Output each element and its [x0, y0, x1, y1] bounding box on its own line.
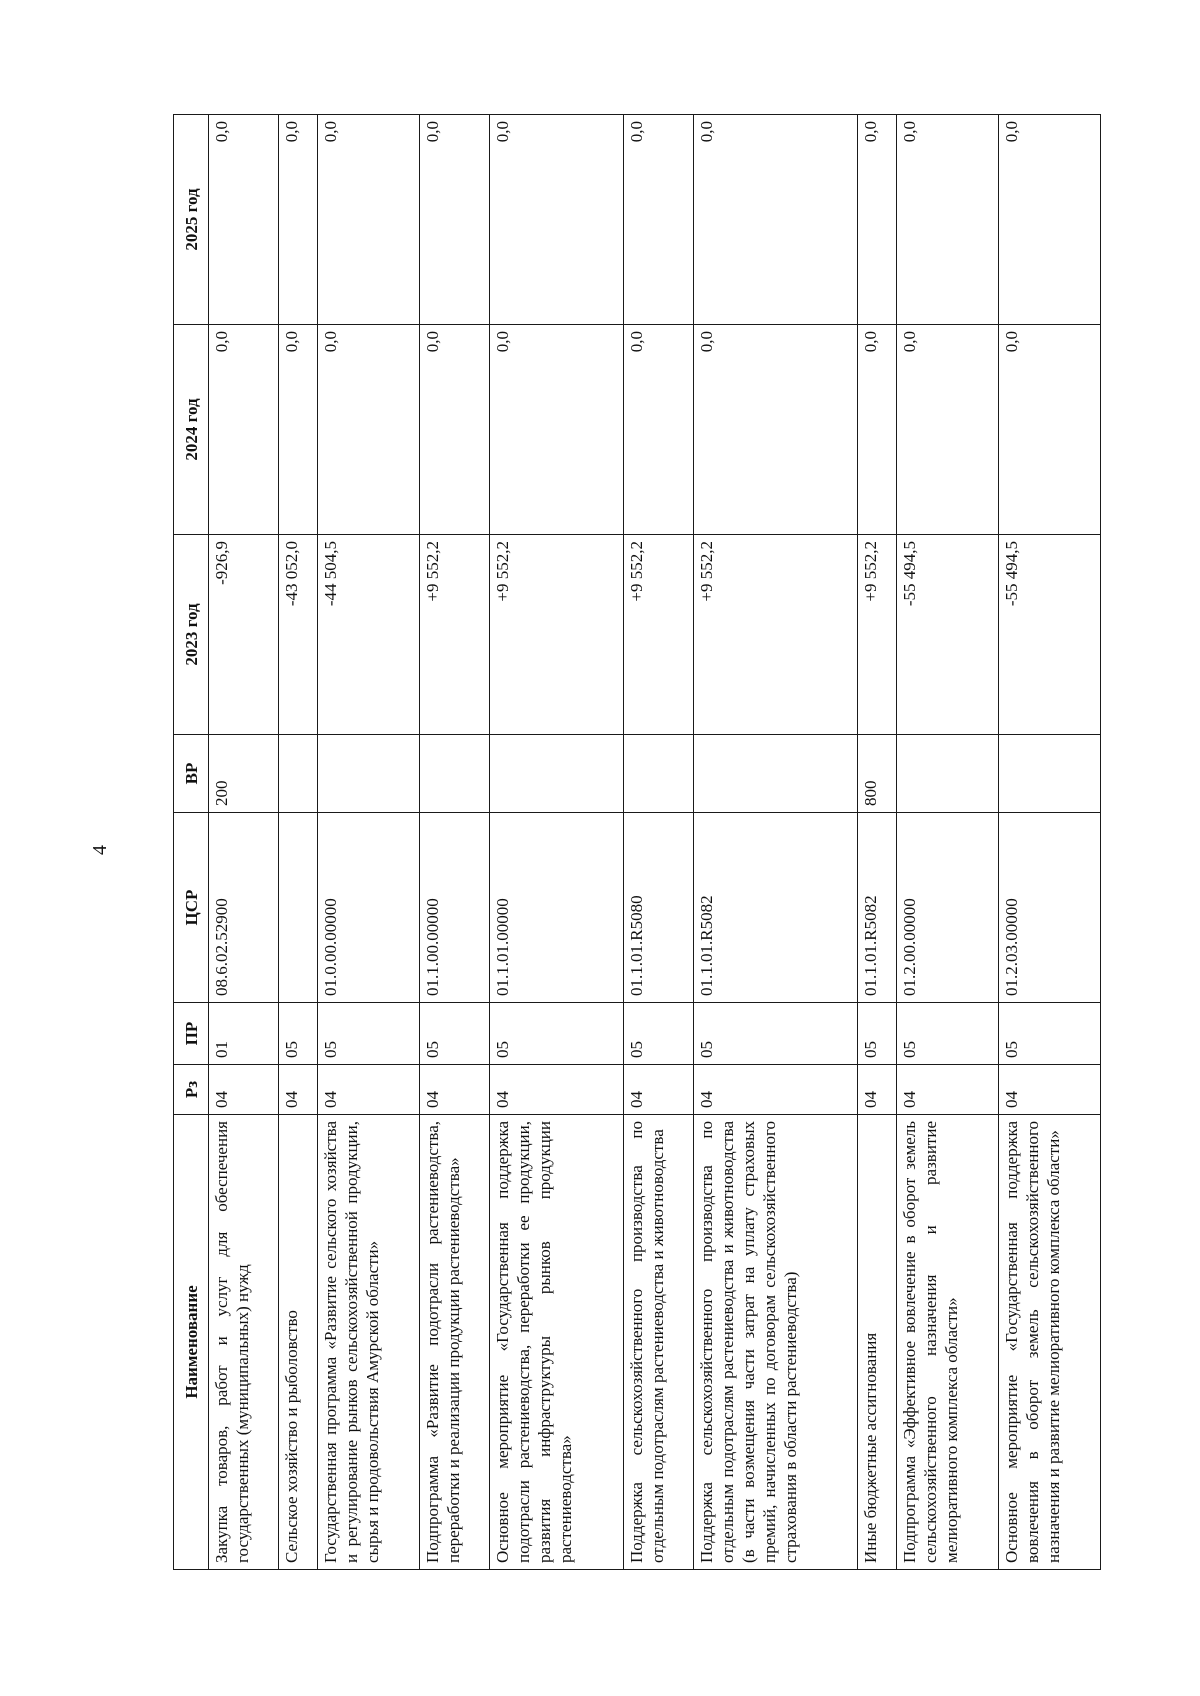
row-vr	[490, 735, 623, 813]
row-csr	[279, 813, 318, 1003]
row-2024: 0,0	[999, 325, 1101, 535]
row-2023: -55 494,5	[999, 535, 1101, 735]
table-row	[420, 115, 490, 1570]
header-rz: Рз	[174, 1065, 209, 1115]
row-2024: 0,0	[279, 325, 318, 535]
row-2024: 0,0	[318, 325, 420, 535]
header-vr: ВР	[174, 735, 209, 813]
row-2023: -926,9	[209, 535, 279, 735]
row-2024: 0,0	[693, 325, 858, 535]
row-rz: 04	[318, 1065, 420, 1115]
row-2023: -44 504,5	[318, 535, 420, 735]
budget-table	[173, 114, 1101, 1570]
row-rz: 04	[999, 1065, 1101, 1115]
row-name: Подпрограмма «Эффективное вовлечение в оборот земель сельскохозяйственного назначения и развитие мелиоративного комплекса области»	[897, 1115, 999, 1570]
row-name: Основное мероприятие «Государственная поддержка вовлечения в оборот земель сельскохозяйственного назначения и развитие мелиоративного комплекса области»	[999, 1115, 1101, 1570]
row-2024: 0,0	[623, 325, 693, 535]
row-pr: 05	[279, 1003, 318, 1065]
row-2023: -55 494,5	[897, 535, 999, 735]
row-vr	[693, 735, 858, 813]
row-2024: 0,0	[420, 325, 490, 535]
row-rz: 04	[858, 1065, 897, 1115]
row-2025: 0,0	[999, 115, 1101, 325]
row-csr: 01.1.01.R5082	[693, 813, 858, 1003]
table-row	[897, 115, 999, 1570]
header-pr: ПР	[174, 1003, 209, 1065]
row-2023: +9 552,2	[623, 535, 693, 735]
row-2024: 0,0	[490, 325, 623, 535]
row-2024: 0,0	[858, 325, 897, 535]
row-2025: 0,0	[318, 115, 420, 325]
row-pr: 05	[623, 1003, 693, 1065]
page-number: 4	[89, 845, 111, 855]
table-row	[279, 115, 318, 1570]
table-row	[318, 115, 420, 1570]
row-2023: -43 052,0	[279, 535, 318, 735]
row-csr: 01.2.00.00000	[897, 813, 999, 1003]
row-2025: 0,0	[858, 115, 897, 325]
row-csr: 01.1.01.00000	[490, 813, 623, 1003]
row-pr: 05	[999, 1003, 1101, 1065]
row-name: Иные бюджетные ассигнования	[858, 1115, 897, 1570]
row-2024: 0,0	[897, 325, 999, 535]
row-2024: 0,0	[209, 325, 279, 535]
row-name: Подпрограмма «Развитие подотрасли растениеводства, переработки и реализации продукции растениеводства»	[420, 1115, 490, 1570]
row-2025: 0,0	[897, 115, 999, 325]
row-2025: 0,0	[490, 115, 623, 325]
row-csr: 01.1.01.R5080	[623, 813, 693, 1003]
row-vr: 800	[858, 735, 897, 813]
table-row	[490, 115, 623, 1570]
row-rz: 04	[623, 1065, 693, 1115]
row-2023: +9 552,2	[858, 535, 897, 735]
row-pr: 05	[420, 1003, 490, 1065]
row-pr: 05	[693, 1003, 858, 1065]
table-row	[209, 115, 279, 1570]
row-rz: 04	[693, 1065, 858, 1115]
row-vr	[897, 735, 999, 813]
row-name: Закупка товаров, работ и услуг для обеспечения государственных (муниципальных) нужд	[209, 1115, 279, 1570]
row-csr: 08.6.02.52900	[209, 813, 279, 1003]
row-name: Государственная программа «Развитие сельского хозяйства и регулирование рынков сельскохозяйственной продукции, сырья и продовольствия Амурской области»	[318, 1115, 420, 1570]
row-vr	[318, 735, 420, 813]
table-row	[999, 115, 1101, 1570]
table-row	[858, 115, 897, 1570]
row-pr: 01	[209, 1003, 279, 1065]
row-2023: +9 552,2	[490, 535, 623, 735]
row-rz: 04	[279, 1065, 318, 1115]
row-name: Основное мероприятие «Государственная поддержка подотрасли растениеводства, переработки ее продукции, развития инфраструктуры рынков продукции растениеводства»	[490, 1115, 623, 1570]
row-name: Сельское хозяйство и рыболовство	[279, 1115, 318, 1570]
row-2025: 0,0	[420, 115, 490, 325]
row-csr: 01.0.00.00000	[318, 813, 420, 1003]
row-csr: 01.2.03.00000	[999, 813, 1101, 1003]
row-csr: 01.1.00.00000	[420, 813, 490, 1003]
row-2025: 0,0	[279, 115, 318, 325]
row-name: Поддержка сельскохозяйственного производства по отдельным подотраслям растениеводства и животноводства (в части возмещения части затрат на уплату страховых премий, начисленных по договорам сельскохозяйственного страхования в области растениеводства)	[693, 1115, 858, 1570]
row-2023: +9 552,2	[693, 535, 858, 735]
row-pr: 05	[858, 1003, 897, 1065]
table-row	[623, 115, 693, 1570]
row-pr: 05	[897, 1003, 999, 1065]
row-vr: 200	[209, 735, 279, 813]
header-2025: 2025 год	[174, 115, 209, 325]
table-row	[693, 115, 858, 1570]
row-name: Поддержка сельскохозяйственного производства по отдельным подотраслям растениеводства и животноводства	[623, 1115, 693, 1570]
row-rz: 04	[490, 1065, 623, 1115]
row-2023: +9 552,2	[420, 535, 490, 735]
row-2025: 0,0	[623, 115, 693, 325]
row-pr: 05	[490, 1003, 623, 1065]
header-name: Наименование	[174, 1115, 209, 1570]
row-csr: 01.1.01.R5082	[858, 813, 897, 1003]
row-vr	[279, 735, 318, 813]
row-2025: 0,0	[693, 115, 858, 325]
header-2024: 2024 год	[174, 325, 209, 535]
row-pr: 05	[318, 1003, 420, 1065]
table-header-row	[174, 115, 209, 1570]
row-vr	[999, 735, 1101, 813]
row-2025: 0,0	[209, 115, 279, 325]
budget-table-container	[173, 115, 1101, 1570]
row-vr	[420, 735, 490, 813]
row-rz: 04	[897, 1065, 999, 1115]
header-2023: 2023 год	[174, 535, 209, 735]
row-vr	[623, 735, 693, 813]
header-csr: ЦСР	[174, 813, 209, 1003]
row-rz: 04	[209, 1065, 279, 1115]
row-rz: 04	[420, 1065, 490, 1115]
